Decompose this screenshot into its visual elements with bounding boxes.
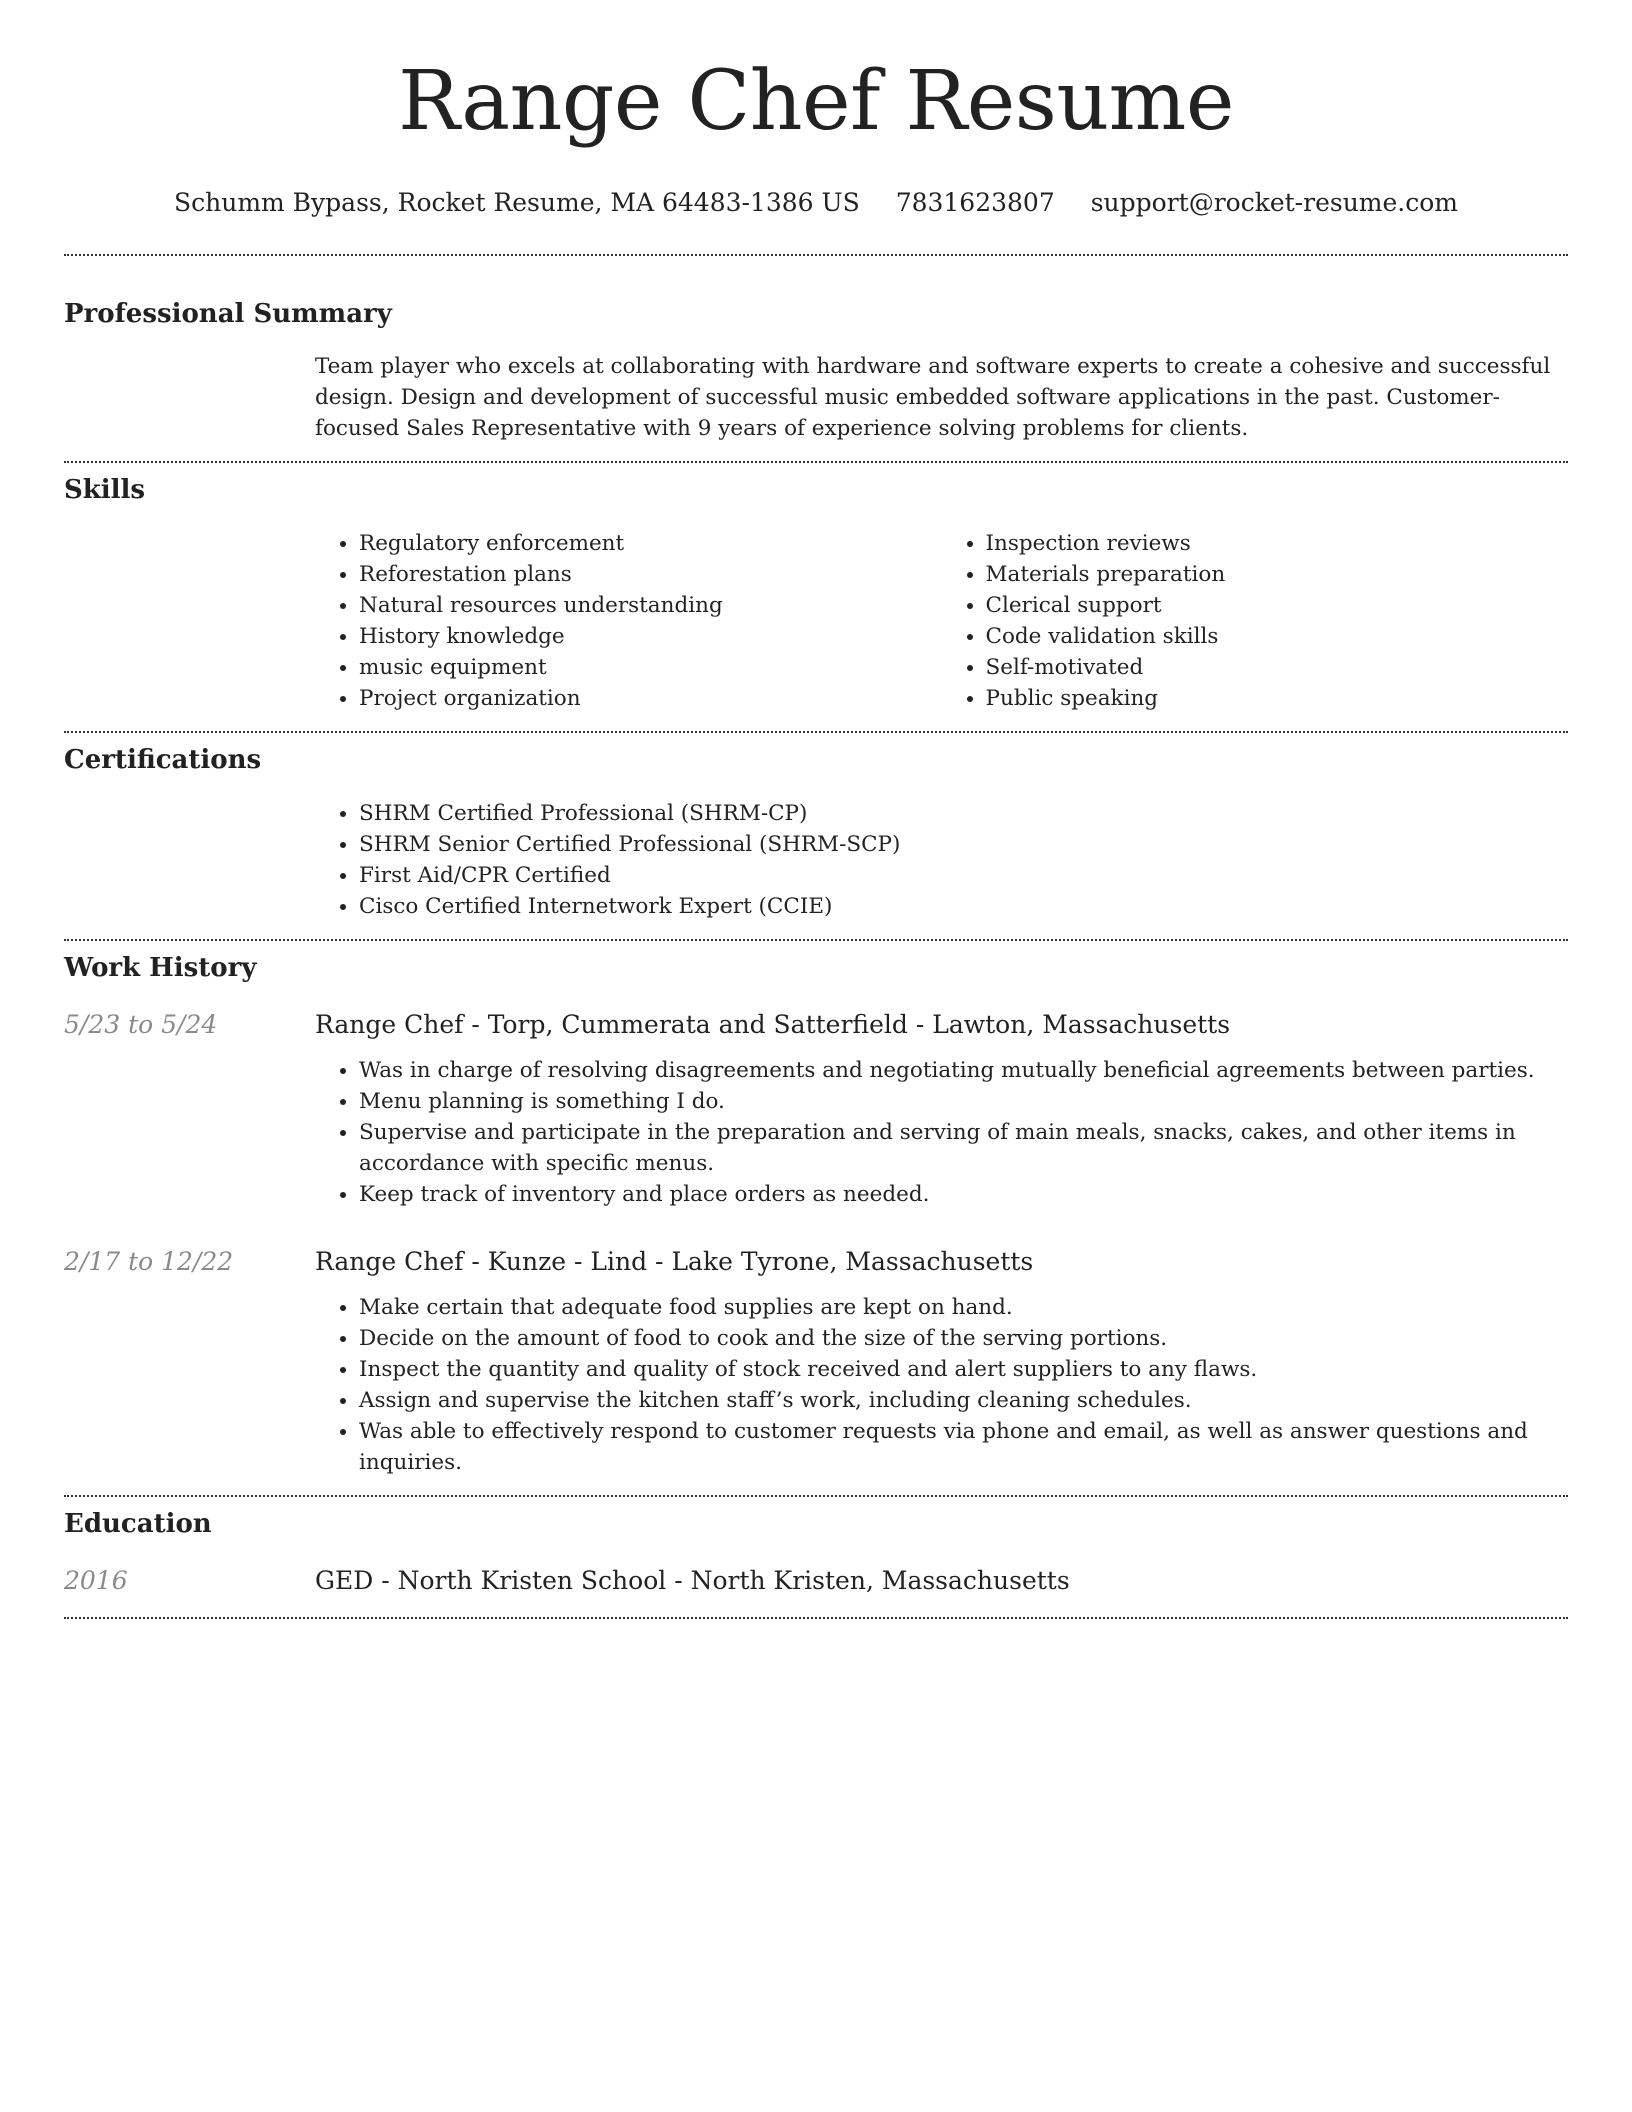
list-item: • Keep track of inventory and place orders as needed. (359, 1179, 1568, 1210)
contact-address: Schumm Bypass, Rocket Resume, MA 64483-1386 US (173, 188, 860, 217)
resume-title: Range Chef Resume (398, 54, 1234, 149)
list-item: • Cisco Certified Internetwork Expert (CCIE) (359, 891, 1568, 922)
job-entry (64, 1008, 1568, 1210)
list-item: • Project organization (359, 683, 942, 714)
job-date: 2/17 to 12/22 (64, 1247, 234, 1276)
certifications-list (315, 798, 1568, 922)
list-item: • Inspect the quantity and quality of stock received and alert suppliers to any flaws. (359, 1354, 1568, 1385)
contact-phone: 7831623807 (895, 188, 1055, 217)
list-item: • Reforestation plans (359, 559, 942, 590)
education-entry (64, 1564, 1568, 1598)
list-item: • Menu planning is something I do. (359, 1086, 1568, 1117)
divider (64, 461, 1568, 463)
list-item: • Decide on the amount of food to cook and the size of the serving portions. (359, 1323, 1568, 1354)
job-title: Range Chef - Kunze - Lind - Lake Tyrone, Massachusetts (315, 1247, 1034, 1276)
education-title: GED - North Kristen School - North Kristen, Massachusetts (315, 1566, 1070, 1595)
education-date: 2016 (64, 1566, 128, 1595)
job-bullets (315, 1055, 1568, 1210)
job-title: Range Chef - Torp, Cummerata and Satterfield - Lawton, Massachusetts (315, 1010, 1231, 1039)
list-item: • Make certain that adequate food supplies are kept on hand. (359, 1292, 1568, 1323)
summary-text: Team player who excels at collaborating with hardware and software experts to create a cohesive and successful design. Design and development of successful music embedded software applications in the past. Customer-focused Sales Representative with 9 years of experience solving problems for clients. (315, 354, 1551, 441)
list-item: • Supervise and participate in the preparation and serving of main meals, snacks, cakes, and other items in accordance with specific menus. (359, 1117, 1568, 1179)
job-date: 5/23 to 5/24 (64, 1010, 218, 1039)
list-item: • Natural resources understanding (359, 590, 942, 621)
divider (64, 1617, 1568, 1619)
work-heading: Work History (64, 953, 257, 983)
list-item: • History knowledge (359, 621, 942, 652)
list-item: • Materials preparation (986, 559, 1569, 590)
job-bullets (315, 1292, 1568, 1478)
list-item: • Code validation skills (986, 621, 1569, 652)
contact-line (64, 186, 1568, 220)
list-item: • Inspection reviews (986, 528, 1569, 559)
job-entry (64, 1245, 1568, 1478)
skills-section (64, 473, 1568, 714)
summary-section (64, 297, 1568, 444)
list-item: • SHRM Certified Professional (SHRM-CP) (359, 798, 1568, 829)
list-item: • SHRM Senior Certified Professional (SHRM-SCP) (359, 829, 1568, 860)
list-item: • Was in charge of resolving disagreements and negotiating mutually beneficial agreements between parties. (359, 1055, 1568, 1086)
divider (64, 254, 1568, 256)
list-item: • Clerical support (986, 590, 1569, 621)
list-item: • Public speaking (986, 683, 1569, 714)
list-item: • Assign and supervise the kitchen staff’s work, including cleaning schedules. (359, 1385, 1568, 1416)
divider (64, 1495, 1568, 1497)
list-item: • Was able to effectively respond to customer requests via phone and email, as well as answer questions and inquiries. (359, 1416, 1568, 1478)
summary-heading: Professional Summary (64, 299, 392, 329)
list-item: • Regulatory enforcement (359, 528, 942, 559)
contact-email: support@rocket-resume.com (1090, 188, 1459, 217)
certifications-section (64, 743, 1568, 922)
list-item: • First Aid/CPR Certified (359, 860, 1568, 891)
divider (64, 731, 1568, 733)
divider (64, 939, 1568, 941)
work-section (64, 951, 1568, 1478)
certifications-heading: Certifications (64, 745, 262, 775)
education-section (64, 1507, 1568, 1598)
list-item: • Self-motivated (986, 652, 1569, 683)
education-heading: Education (64, 1509, 212, 1539)
skills-heading: Skills (64, 475, 146, 505)
skills-list-left (315, 528, 942, 714)
skills-list-right (942, 528, 1569, 714)
list-item: • music equipment (359, 652, 942, 683)
